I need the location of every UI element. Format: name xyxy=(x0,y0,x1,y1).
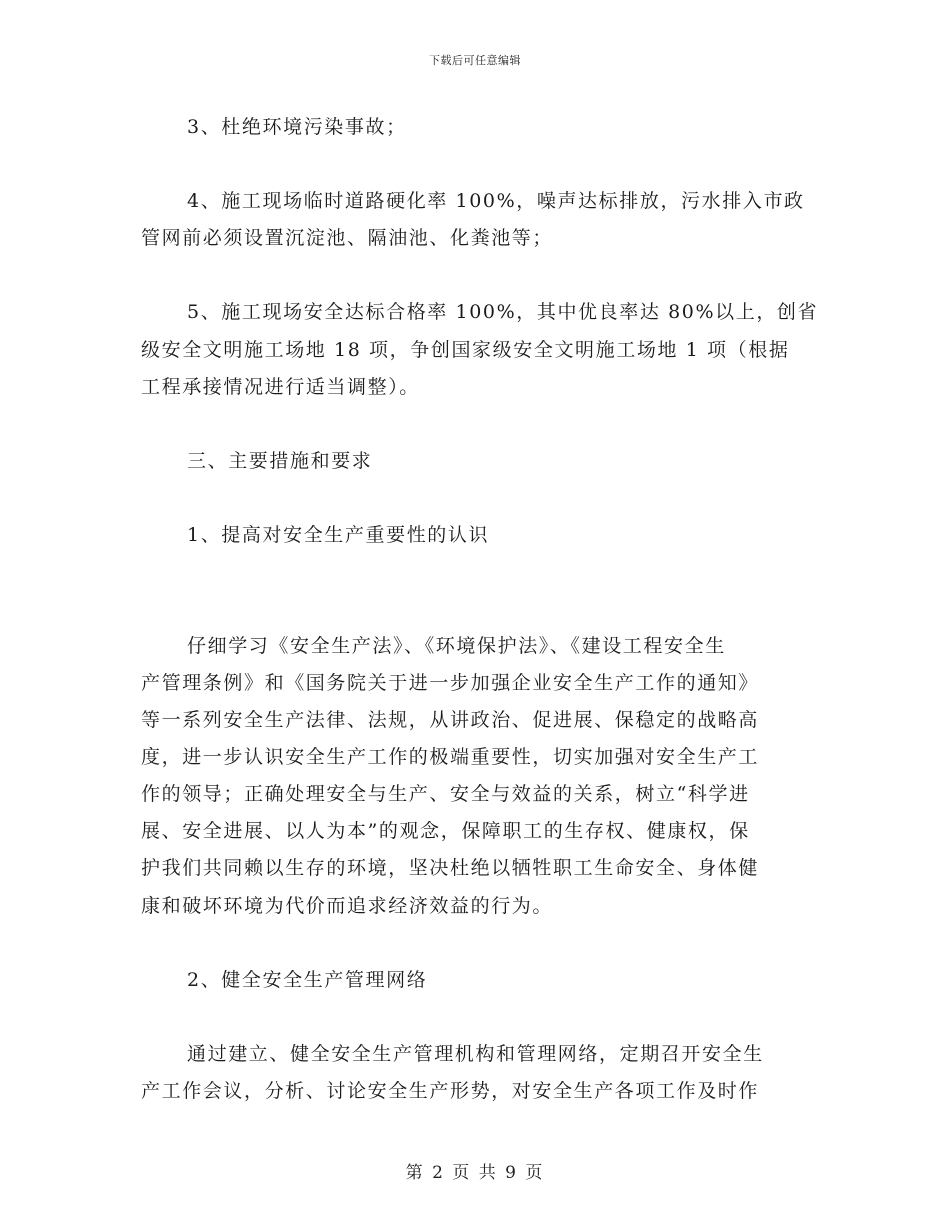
paragraph-line: 护我们共同赖以生存的环境，坚决杜绝以牺牲职工生命安全、身体健 xyxy=(141,857,760,879)
paragraph-line: 仔细学习《安全生产法》、《环境保护法》、《建设工程安全生 xyxy=(187,635,726,657)
paragraph-line: 产工作会议，分析、讨论安全生产形势，对安全生产各项工作及时作 xyxy=(141,1080,760,1102)
paragraph-line: 度，进一步认识安全生产工作的极端重要性，切实加强对安全生产工 xyxy=(141,746,760,768)
item-4-line-2: 管网前必须设置沉淀池、隔油池、化粪池等； xyxy=(141,227,554,249)
page-number: 第 2 页 共 9 页 xyxy=(405,1163,545,1183)
section-heading-3: 三、主要措施和要求 xyxy=(187,450,373,472)
item-5-line-2: 级安全文明施工场地 18 项，争创国家级安全文明施工场地 1 项（根据 xyxy=(141,339,790,361)
paragraph-line: 等一系列安全生产法律、法规，从讲政治、促进展、保稳定的战略高 xyxy=(141,709,760,731)
item-5-line-1: 5、施工现场安全达标合格率 100%，其中优良率达 80%以上，创省 xyxy=(187,301,819,323)
item-4-line-1: 4、施工现场临时道路硬化率 100%，噪声达标排放，污水排入市政 xyxy=(187,190,805,212)
item-5-line-3: 工程承接情况进行适当调整）。 xyxy=(141,376,420,398)
item-3: 3、杜绝环境污染事故； xyxy=(187,116,407,138)
paragraph-line: 展、安全进展、以人为本”的观念，保障职工的生存权、健康权，保 xyxy=(141,820,750,842)
subheading-1: 1、提高对安全生产重要性的认识 xyxy=(187,524,490,546)
paragraph-line: 康和破坏环境为代价而追求经济效益的行为。 xyxy=(141,895,554,917)
paragraph-line: 通过建立、健全安全生产管理机构和管理网络，定期召开安全生 xyxy=(187,1043,764,1065)
page-header: 下载后可任意编辑 xyxy=(429,54,521,67)
paragraph-line: 产管理条例》和《国务院关于进一步加强企业安全生产工作的通知》 xyxy=(141,672,760,694)
paragraph-line: 作的领导；正确处理安全与生产、安全与效益的关系，树立“科学进 xyxy=(141,783,750,805)
subheading-2: 2、健全安全生产管理网络 xyxy=(187,969,428,991)
